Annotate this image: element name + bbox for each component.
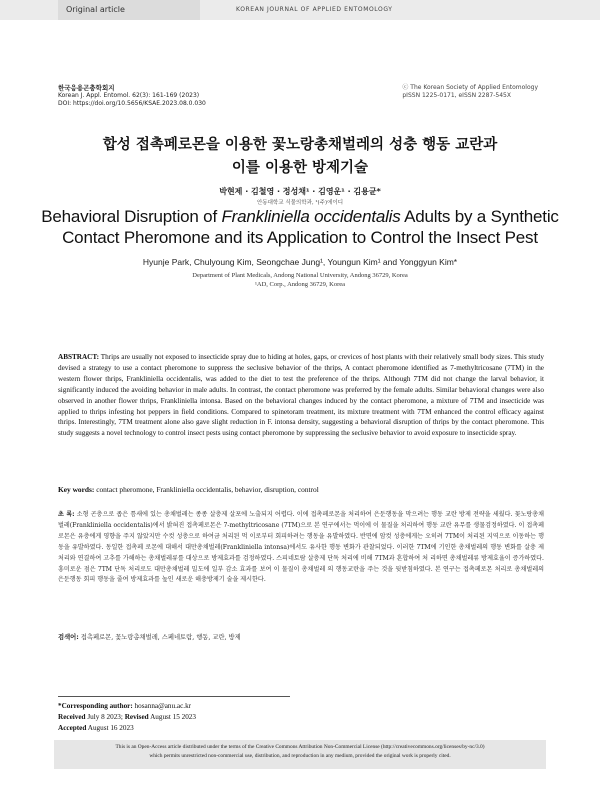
license-line2: which permits unrestricted non-commercial use, distribution, and reproduction in any medium, provided the original work is properly cited. xyxy=(149,753,451,759)
journal-name: KOREAN JOURNAL OF APPLIED ENTOMOLOGY xyxy=(236,6,393,13)
korean-title-line2: 이를 이용한 방제기술 xyxy=(231,160,369,176)
korean-affiliation: 안동대학교 식물의학과, ¹(주)에이디 xyxy=(256,200,344,206)
korean-keywords xyxy=(58,632,544,641)
english-authors: Hyunje Park, Chulyoung Kim, Seongchae Jung¹, Youngun Kim¹ and Yonggyun Kim* xyxy=(142,257,458,267)
korean-abstract-line: 리하면 총채벌레류 방제효율이 증가하였다. 흥미로운 점은 7TM 단독 처리로도 대만총채벌레 밀도에 일부 감소 효과를 보여 이 물질이 총채벌레 xyxy=(58,554,544,573)
corr-label: *Corresponding author: xyxy=(58,702,133,710)
korean-abstract xyxy=(58,510,544,586)
korean-abstract-line: 제 처리와 연결하여 고추를 가해하는 총채벌레류를 대상으로 방제효과를 검정하였다. 스피네토람 살충제 단독 처리에 비해 7TM과 혼합하여 처 xyxy=(58,543,545,562)
copyright-notice: ⓒ The Korean Society of Applied Entomology xyxy=(402,84,538,91)
journal-korean: 한국응용곤충학회지 xyxy=(58,84,115,92)
footnote-divider xyxy=(58,696,290,697)
accepted-date: August 16 2023 xyxy=(87,724,134,732)
english-title-line1 xyxy=(0,207,600,227)
license-box xyxy=(54,740,546,769)
article-type: Original article xyxy=(66,5,125,14)
corr-email[interactable]: hosanna@anu.ac.kr xyxy=(134,702,192,710)
title-prefix: Behavioral Disruption of xyxy=(41,207,222,226)
license-line1: This is an Open-Access article distributed under the terms of the Creative Commons Attribution Non-Commercial License (http://creativecommons.org/licenses/by-nc/3.0) xyxy=(115,744,485,750)
revised-date: August 15 2023 xyxy=(150,713,196,721)
korean-abstract-line: 술을 제시한다. xyxy=(226,576,266,584)
citation-block xyxy=(58,84,206,108)
korean-keywords-label: 검색어: xyxy=(58,634,79,641)
english-affiliation-2: ¹AD, Corp., Andong 36729, Korea xyxy=(254,281,346,288)
abstract-line: test the preference of the thrips. Although 7TM did not change the larval behavior, it significantly induced the avoiding behavior in male xyxy=(58,374,544,394)
korean-abstract-line: 소형 곤충으로 좁은 틈새에 있는 총채벌레는 종종 살충제 살포에 노출되지 어렵다. 이에 접촉페로몬을 처리하여 은둔행동을 막으려는 행동 xyxy=(76,511,443,518)
keywords-text: contact pheromone, Frankliniella occidentalis, behavior, disruption, control xyxy=(96,485,319,494)
keywords xyxy=(58,485,544,494)
keywords-label: Key words: xyxy=(58,485,95,494)
korean-authors: 박현제 · 김철영 · 정성채¹ · 김영운¹ · 김용균* xyxy=(219,187,381,196)
abstract-line: flower thrips, Frankliniella intonsa. Based on the behavioral changes induced by the contact pheromone, a mixture of 7TM and insecticide xyxy=(118,396,531,405)
correspondence-block xyxy=(58,701,196,734)
abstract-line: contact pheromone identified as 7-methyltricosane (7TM) in the western flower thrips, Frankliniella occidentalis, was added to the diet to xyxy=(58,363,544,383)
korean-abstract-label: 초 록: xyxy=(58,511,75,518)
abstract-line: a behavioral disruption of thrips by the contact pheromone. This study suggests a novel technology to control insect pests using contact xyxy=(58,418,545,438)
received-date: July 8 2023; xyxy=(87,713,123,721)
korean-abstract-line: 의 행동교란을 주는 것을 뒷받침하였다. 본 연구는 접촉페로몬 처리로 총채벌레의 은둔행동 회피 행동을 줄여 방제효과를 높인 새로운 해충방제기 xyxy=(58,565,544,584)
accepted-label: Accepted xyxy=(58,724,87,732)
revised-label: Revised xyxy=(124,713,149,721)
journal-reference: Korean J. Appl. Entomol. 62(3): 161-169 (2023) xyxy=(58,92,200,99)
abstract-line: relatively small body sizes. This study devised a strategy to use a contact pheromone to suppress the seclusive behavior of the thrips, A xyxy=(58,353,545,372)
abstract-line: was applied to thrips infesting hot peppers in field conditions. Compared to spinetoram treatment, its mixture treatment with 7TM xyxy=(58,396,544,416)
english-title-line2: Contact Pheromone and its Application to Control the Insect Pest xyxy=(62,228,538,247)
doi-link[interactable]: DOI: https://doi.org/10.5656/KSAE.2023.08.0.030 xyxy=(58,100,206,107)
korean-abstract-line: 교란 방제 전략을 세웠다. 꽃노랑총채벌레(Frankliniella occidentalis)에서 밝혀진 접촉페로몬은 7-methyltricosane (7TM)으로 본 연구에서는 xyxy=(58,511,545,529)
title-suffix: Adults by a Synthetic xyxy=(400,207,559,226)
issn: pISSN 1225-0171, eISSN 2287-545X xyxy=(402,92,511,99)
received-label: Received xyxy=(58,713,86,721)
abstract-line: adults. In contrast, the contact pheromone was preferred by the female adults. Similar behavioral changes were also observed in another xyxy=(58,385,544,405)
korean-abstract-line: 로몬에 대해서 대만총채벌레(Frankliniella intonsa)에서도 유사한 행동 변화가 관찰되었다. 이러한 7TM에 기인한 총채벌레의 행동 변화를 살충 xyxy=(145,543,536,551)
abstract-line: Thrips are usually not exposed to insecticide spray due to hiding at holes, gaps, or crevices of host plants with their xyxy=(100,353,433,361)
abstract xyxy=(58,352,544,439)
korean-abstract-line: 먹이에 이 물질을 처리하여 행동 교란 유무를 생물검정하였다. 이 접촉페로몬은 유충에게 영향을 주지 않았지만 수컷 성충으로 하여금 처리된 먹 xyxy=(58,521,544,540)
society-block xyxy=(402,84,538,100)
abstract-label: ABSTRACT: xyxy=(58,353,100,361)
title-species: Frankliniella occidentalis xyxy=(221,207,401,226)
abstract-line: enhanced the control efficacy against thrips. Interestingly, 7TM treatment alone also gave slight reduction in F. intonsa density, suggesting xyxy=(58,407,544,427)
korean-abstract-line: 이로부터 회피하려는 행동을 유발하였다. 반면에 암컷 성충에게는 오히려 7TM이 처리된 지역으로 이동하는 행동을 유발하였다. 동일한 접촉페 xyxy=(58,532,544,551)
abstract-line: pheromone by suppressing the seclusive behavior to avoid exposure to insecticide spray. xyxy=(262,429,517,438)
korean-keywords-text: 접촉페로몬, 꽃노랑총채벌레, 스페네토람, 행동, 교란, 방제 xyxy=(80,634,241,641)
received-line xyxy=(58,712,196,723)
accepted-line xyxy=(58,723,196,734)
english-affiliation-1: Department of Plant Medicals, Andong National University, Andong 36729, Korea xyxy=(192,272,408,279)
korean-title-line1: 합성 접촉페로몬을 이용한 꽃노랑총채벌레의 성충 행동 교란과 xyxy=(102,137,498,153)
corresponding-author xyxy=(58,701,196,712)
